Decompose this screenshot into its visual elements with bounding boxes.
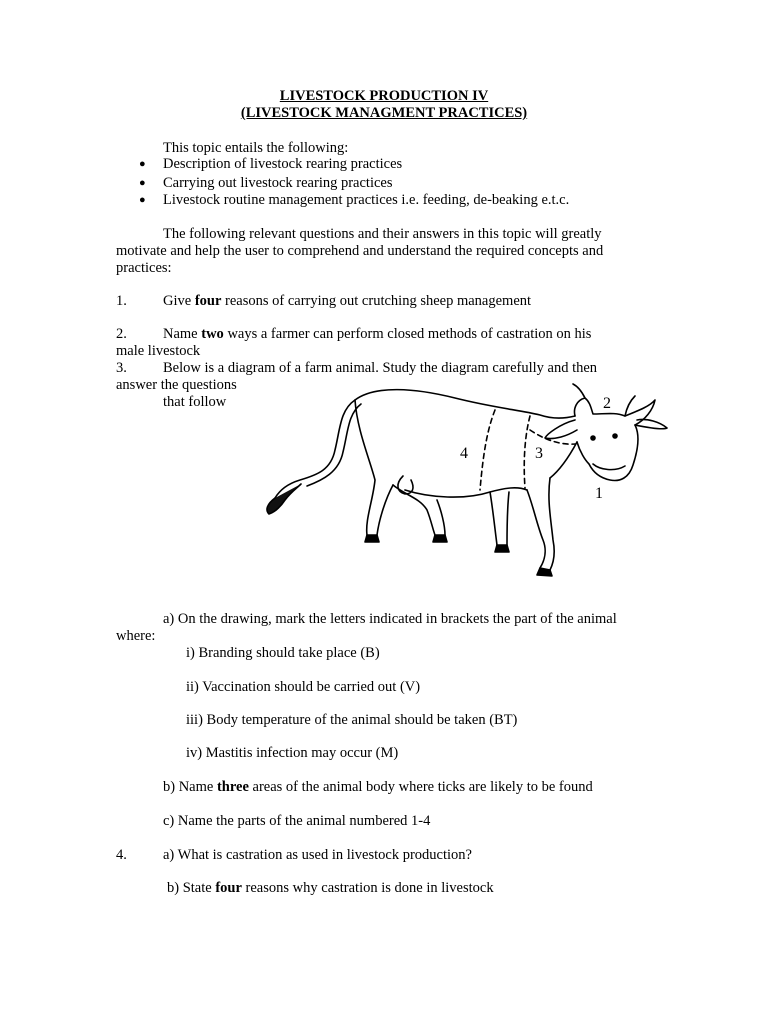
intro-paragraph: The following relevant questions and their answers in this topic will greatly — [163, 226, 602, 242]
cow-diagram — [255, 380, 675, 580]
cow-hoof — [365, 535, 379, 542]
bullet-icon: ● — [139, 194, 146, 206]
question-4b: b) State four reasons why castration is done in livestock — [167, 880, 494, 896]
cow-hoof — [433, 535, 447, 542]
question-3-cont: that follow — [163, 394, 227, 410]
document-title: LIVESTOCK PRODUCTION IV — [279, 88, 489, 104]
question-number: 4. — [116, 847, 127, 863]
bullet-item: Carrying out livestock rearing practices — [163, 175, 393, 191]
cow-hoof — [495, 545, 509, 552]
question-3a-cont: where: — [116, 628, 156, 644]
question-3c: c) Name the parts of the animal numbered 1-4 — [163, 813, 431, 829]
dashed-boundary — [524, 416, 530, 488]
bullet-item: Livestock routine management practices i.e. feeding, de-beaking e.t.c. — [163, 192, 570, 208]
question-3a: a) On the drawing, mark the letters indicated in brackets the part of the animal — [163, 611, 617, 627]
cow-eye — [591, 436, 595, 440]
diagram-label: 1 — [595, 485, 603, 502]
cow-neck — [550, 442, 577, 478]
cow-ear — [635, 419, 667, 428]
question-number: 2. — [116, 326, 127, 342]
cow-front-leg — [527, 478, 554, 570]
diagram-label: 4 — [460, 445, 468, 462]
cow-head — [574, 398, 655, 480]
cow-ear — [545, 420, 577, 439]
sub-item: i) Branding should take place (B) — [186, 645, 380, 661]
intro-paragraph: practices: — [116, 260, 172, 276]
intro-paragraph: motivate and help the user to comprehend and understand the required concepts and — [116, 243, 604, 259]
question-1: Give four reasons of carrying out crutching sheep management — [163, 293, 532, 309]
bullet-item: Description of livestock rearing practices — [163, 156, 403, 172]
cow-back — [355, 390, 575, 419]
question-3-cont: answer the questions — [116, 377, 237, 393]
diagram-label: 3 — [535, 445, 543, 462]
question-number: 3. — [116, 360, 127, 376]
cow-tail — [307, 404, 361, 486]
bullet-icon: ● — [139, 158, 146, 170]
question-2: Name two ways a farmer can perform closed methods of castration on his — [163, 326, 592, 342]
question-3b: b) Name three areas of the animal body where ticks are likely to be found — [163, 779, 593, 795]
cow-horn — [573, 384, 585, 398]
intro-lead: This topic entails the following: — [163, 140, 349, 156]
bullet-icon: ● — [139, 177, 146, 189]
sub-item: iv) Mastitis infection may occur (M) — [186, 745, 399, 761]
question-4a: a) What is castration as used in livestock production? — [163, 847, 472, 863]
question-number: 1. — [116, 293, 127, 309]
sub-item: ii) Vaccination should be carried out (V) — [186, 679, 421, 695]
question-2-cont: male livestock — [116, 343, 201, 359]
document-subtitle: (LIVESTOCK MANAGMENT PRACTICES) — [240, 105, 528, 121]
sub-item: iii) Body temperature of the animal should be taken (BT) — [186, 712, 518, 728]
cow-hind-leg — [355, 400, 393, 535]
dashed-boundary — [530, 430, 575, 444]
cow-muzzle — [593, 464, 625, 470]
cow-eye — [613, 434, 617, 438]
question-3: Below is a diagram of a farm animal. Study the diagram carefully and then — [163, 360, 598, 376]
dashed-boundary — [480, 410, 495, 490]
diagram-label: 2 — [603, 395, 611, 412]
cow-front-leg — [490, 492, 509, 545]
